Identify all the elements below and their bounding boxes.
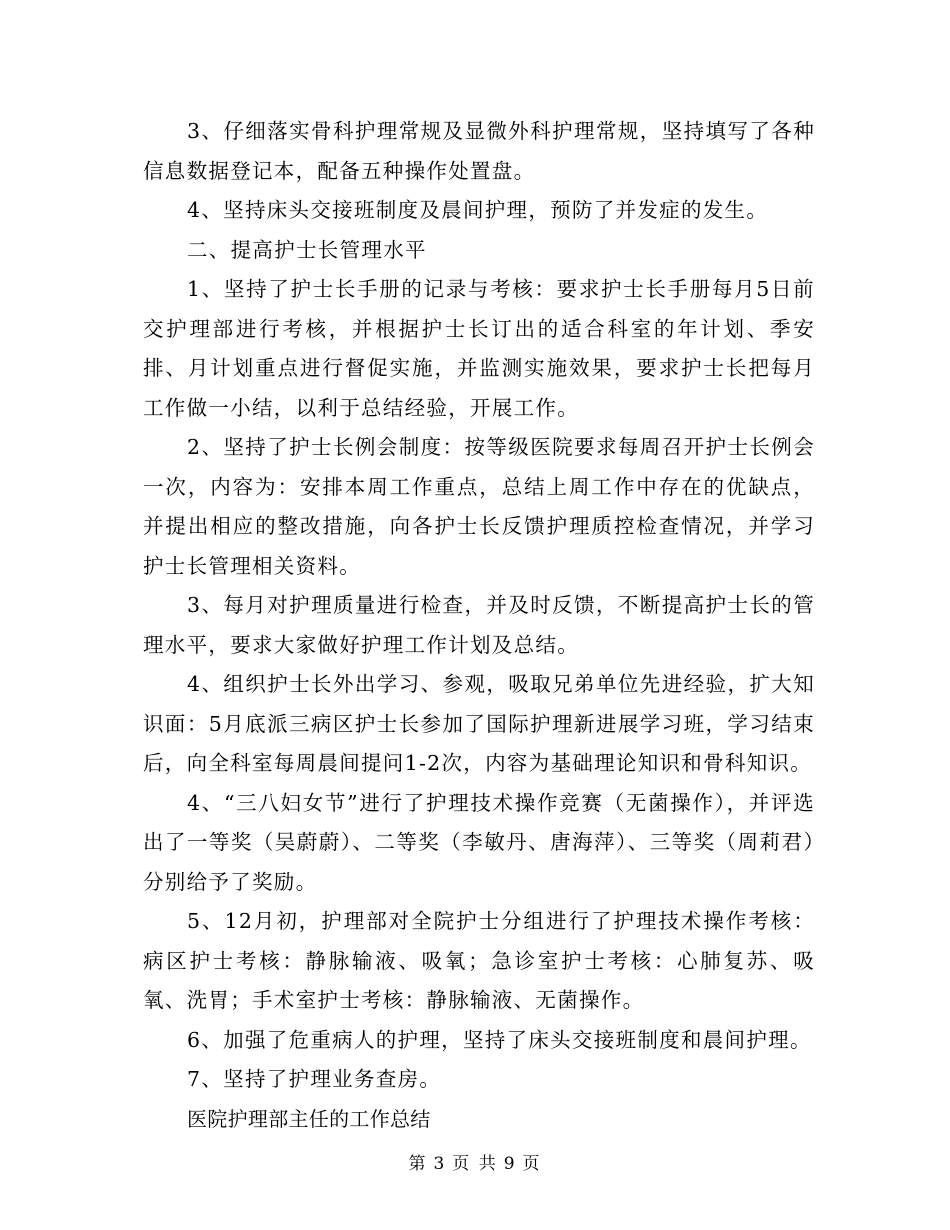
closing-title: 医院护理部主任的工作总结 <box>187 1106 431 1131</box>
page-footer <box>0 1152 950 1176</box>
paragraph-ward-rounds: 7、坚持了护理业务查房。 <box>187 1067 442 1091</box>
paragraph-womens-day-contest: 4、“三八妇女节”进行了护理技术操作竞赛（无菌操作），并评选出了一等奖（吴蔚蔚）、二等奖（李敏丹、唐海萍）、三等奖（周莉君）分别给予了奖励。 <box>143 790 815 894</box>
paragraph-head-nurse-meeting: 2、坚持了护士长例会制度：按等级医院要求每周召开护士长例会一次，内容为：安排本周工作重点，总结上周工作中存在的优缺点，并提出相应的整改措施，向各护士长反馈护理质控检查情况，并学习护士长管理相关资料。 <box>143 435 815 578</box>
section-heading: 二、提高护士长管理水平 <box>187 237 427 262</box>
paragraph-external-study: 4、组织护士长外出学习、参观，吸取兄弟单位先进经验，扩大知识面：5月底派三病区护士长参加了国际护理新进展学习班，学习结束后，向全科室每周晨间提问1-2次，内容为基础理论知识和骨科知识。 <box>143 672 815 775</box>
paragraph-skill-assessment: 5、12月初，护理部对全院护士分组进行了护理技术操作考核：病区护士考核：静脉输液、吸氧；急诊室护士考核：心肺复苏、吸氧、洗胃；手术室护士考核：静脉输液、无菌操作。 <box>143 909 815 1012</box>
document-body <box>143 112 815 1139</box>
paragraph-head-nurse-handbook: 1、坚持了护士长手册的记录与考核：要求护士长手册每月5日前交护理部进行考核，并根据护士长订出的适合科室的年计划、季安排、月计划重点进行督促实施，并监测实施效果，要求护士长把每月工作做一小结，以利于总结经验，开展工作。 <box>143 277 815 420</box>
footer-suffix: 页 <box>522 1154 542 1174</box>
paragraph-critical-care: 6、加强了危重病人的护理，坚持了床头交接班制度和晨间护理。 <box>187 1027 812 1052</box>
paragraph-item-3-orthopedic-routine: 3、仔细落实骨科护理常规及显微外科护理常规，坚持填写了各种信息数据登记本，配备五种操作处置盘。 <box>143 119 815 183</box>
paragraph-item-4-bedside-handover: 4、坚持床头交接班制度及晨间护理，预防了并发症的发生。 <box>187 198 769 222</box>
footer-middle: 页 共 <box>452 1154 498 1174</box>
footer-current-page: 3 <box>433 1154 447 1174</box>
paragraph-quality-check: 3、每月对护理质量进行检查，并及时反馈，不断提高护士长的管理水平，要求大家做好护理工作计划及总结。 <box>143 593 815 657</box>
footer-prefix: 第 <box>408 1154 428 1174</box>
footer-total-pages: 9 <box>503 1154 517 1174</box>
